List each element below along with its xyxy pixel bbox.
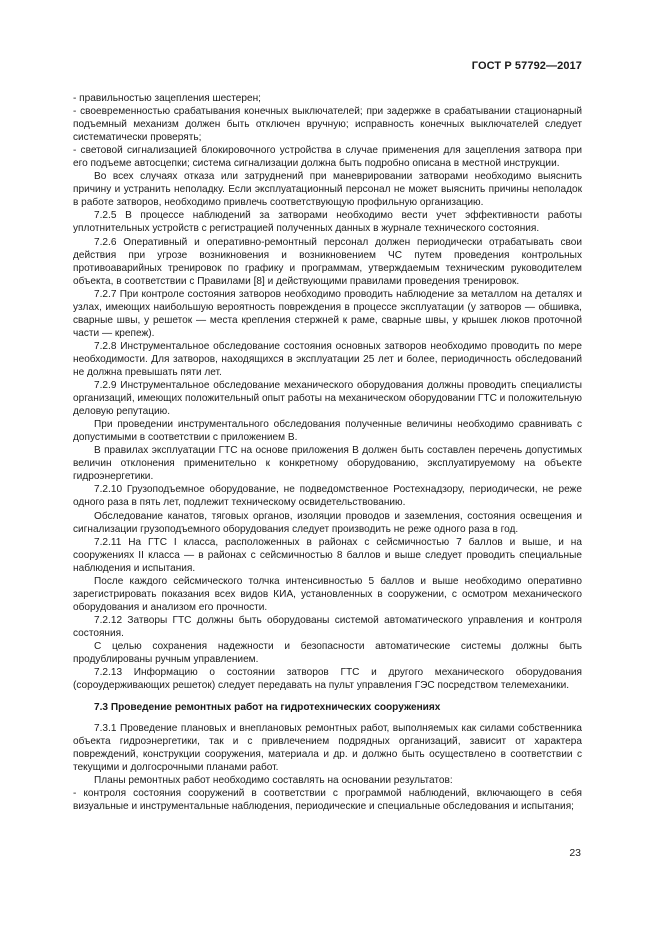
document-body — [73, 92, 582, 813]
paragraph: 7.2.5 В процессе наблюдений за затворами необходимо вести учет эффективности работы уплотнительных устройств с регистрацией полученных данных в журнале технического состояния. — [73, 210, 582, 235]
paragraph: При проведении инструментального обследования полученные величины необходимо сравнивать с допустимыми в соответствии с приложением В. — [73, 419, 582, 444]
paragraph: 7.2.10 Грузоподъемное оборудование, не подведомственное Ростехнадзору, периодически, не реже одного раза в пять лет, подлежит техническому освидетельствованию. — [73, 484, 582, 509]
paragraph: - контроля состояния сооружений в соответствии с программой наблюдений, включающего в себя визуальные и инструментальные наблюдения, периодические и специальные обследования и испытания; — [73, 788, 582, 813]
section-heading: 7.3 Проведение ремонтных работ на гидротехнических сооружениях — [94, 702, 441, 714]
paragraph: - световой сигнализацией блокировочного устройства в случае применения для зацепления затвора при его подъеме автосцепки; система сигнализации должна быть подробно описана в местной инструкции. — [73, 145, 582, 170]
page-number: 23 — [569, 847, 581, 859]
paragraph: Обследование канатов, тяговых органов, изоляции проводов и заземления, состояния освещения и сигнализации грузоподъемного оборудования следует производить не реже одного раза в год. — [73, 510, 582, 535]
paragraph: 7.2.7 При контроле состояния затворов необходимо проводить наблюдение за металлом на деталях и узлах, имеющих наибольшую вероятность повреждения в процессе эксплуатации (у затворов — обшивка, сварные швы, у решеток — места крепления стержней к раме, сварные швы, у крышек люков проточной части — крепеж). — [73, 288, 582, 339]
paragraph: С целью сохранения надежности и безопасности автоматические системы должны быть продублированы ручным управлением. — [73, 640, 582, 666]
paragraph: 7.2.9 Инструментальное обследование механического оборудования должны проводить специалисты организаций, имеющих положительный опыт работы на механическом оборудовании ГТС и положительную деловую репутацию. — [73, 380, 582, 418]
paragraph: 7.2.6 Оперативный и оперативно-ремонтный персонал должен периодически отрабатывать свои действия при угрозе возникновения и возникновением ЧС путем проведения контрольных противоаварийных тренировок по графику и программам, утверждаемым техническим руководителем объекта, в соответствии с Правилами [8] и действующими правилами проведения тренировок. — [73, 236, 582, 287]
paragraph: В правилах эксплуатации ГТС на основе приложения В должен быть составлен перечень допустимых величин отклонения применительно к конкретному оборудованию, эксплуатируемому на объекте гидроэнергетики. — [73, 445, 582, 483]
document-header: ГОСТ Р 57792—2017 — [471, 60, 582, 72]
paragraph: 7.3.1 Проведение плановых и внеплановых ремонтных работ, выполняемых как силами собственника объекта гидроэнергетики, так и с привлечением подрядных организаций, зависит от характера повреждений, конструкции сооружения, материала и др. и должно быть осуществлено в соответствии с текущими и долгосрочными планами работ. — [73, 723, 582, 774]
paragraph: - правильностью зацепления шестерен; — [73, 93, 261, 104]
paragraph: 7.2.8 Инструментальное обследование состояния основных затворов необходимо проводить по мере необходимости. Для затворов, находящихся в эксплуатации 25 лет и более, периодичность обследований не должна превышать пяти лет. — [73, 340, 582, 378]
paragraph: 7.2.11 На ГТС I класса, расположенных в районах с сейсмичностью 7 баллов и выше, и на сооружениях II класса — в районах с сейсмичностью 8 баллов и выше следует проводить специальные наблюдения и испытания. — [73, 536, 582, 574]
paragraph: После каждого сейсмического толчка интенсивностью 5 баллов и выше необходимо оперативно зарегистрировать показания всех видов КИА, установленных в сооружении, с осмотром механического оборудования и анализом его прочности. — [73, 575, 582, 613]
paragraph: - своевременностью срабатывания конечных выключателей; при задержке в срабатывании стационарный подъемный механизм должен быть отключен вручную; исправность конечных выключателей следует систематически проверять; — [73, 106, 582, 144]
paragraph: Планы ремонтных работ необходимо составлять на основании результатов: — [94, 775, 453, 787]
paragraph: 7.2.12 Затворы ГТС должны быть оборудованы системой автоматического управления и контроля состояния. — [73, 614, 582, 639]
paragraph: Во всех случаях отказа или затруднений при маневрировании затворами необходимо выяснить причину и устранить неполадку. Если эксплуатационный персонал не может выяснить причины неполадок в работе затворов, необходимо привлечь соответствующую профильную организацию. — [73, 171, 582, 209]
paragraph: 7.2.13 Информацию о состоянии затворов ГТС и другого механического оборудования (сороудерживающих решеток) следует передавать на пульт управления ГЭС посредством телемеханики. — [73, 667, 582, 692]
